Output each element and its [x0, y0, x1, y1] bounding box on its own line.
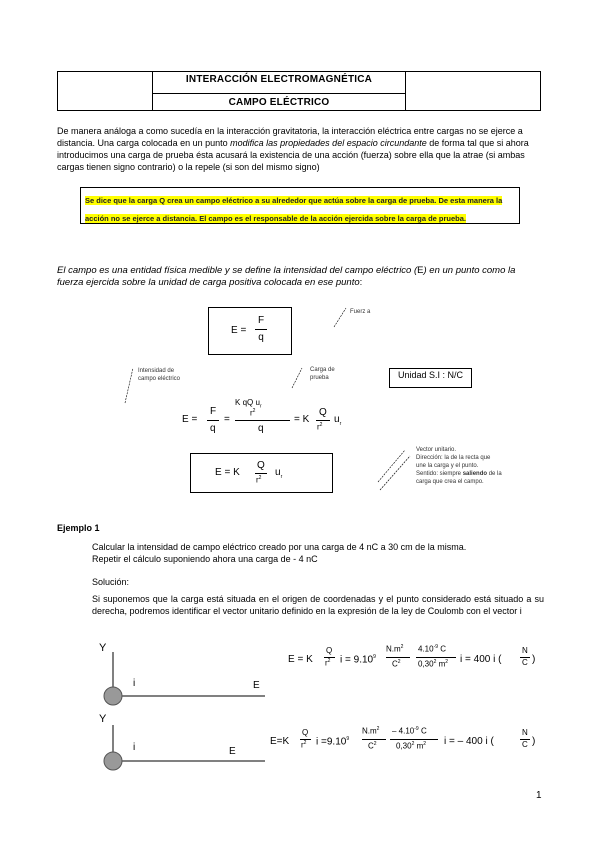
unit-text: Unidad S.I : N/C [397, 370, 464, 380]
page-number: 1 [536, 790, 542, 801]
solution-text: Si suponemos que la carga está situada en el origen de coordenadas y el punto considerado está situado a su derecha, podremos identificar el vector unitario definido en la expresión de la ley de Coulomb con el vector i [92, 594, 544, 616]
formula-expanded: E = F q = K qQ $u_r$ $r^2$ q = K Q $r^2$ $u_r$ [182, 398, 342, 434]
symbol-q: q [258, 332, 264, 343]
definition-part2: ) en un punto como la fuerza ejercida sobre la unidad de carga positiva colocada en ese punto [57, 265, 516, 288]
symbol-F: F [257, 315, 265, 326]
calc-equation-2: E=K Q $r^2$ $i =9.10^9$ $N.m^2$ $C^2$ – $4.10^{-9}$ C 0,30$^2$ $m^2$ i = – 400 i ( N C ) [270, 726, 536, 751]
y-label-1: Y [99, 642, 107, 654]
highlight-text: Se dice que la carga Q crea un campo eléctrico a su alrededor que actúa sobre la carga de prueba. De esta manera la acción no se ejerce a distancia. El campo es el responsable de la acción ejercida sobre la carga de prueba. [85, 196, 503, 223]
y-label-2: Y [99, 713, 107, 725]
example-statement: Calcular la intensidad de campo eléctrico creado por una carga de 4 nC a 30 cm de la misma. Repetir el cálculo suponiendo ahora una carga de - 4 nC [92, 542, 467, 564]
formula-box-final: E = K Q $r^2$ $u_r$ [190, 453, 333, 493]
label-fuerza: Fuerz a [350, 309, 371, 315]
pointer-fuerza [334, 308, 346, 327]
header-title-line2: CAMPO ELÉCTRICO [152, 93, 406, 108]
pointer-intensidad [125, 368, 133, 403]
label-vector-unitario: Vector unitario. Dirección: la de la recta que une la carga y el punto. Sentido: siempre saliendo de la carga que crea el campo. [416, 447, 502, 485]
pointer-carga [292, 368, 302, 388]
label-carga-prueba: Carga de prueba [310, 367, 335, 381]
i-label-1: i [133, 678, 136, 689]
definition-symbol: E [417, 265, 424, 276]
i-label-2: i [133, 742, 136, 753]
E-label-1: E [253, 680, 260, 691]
charge-1 [104, 687, 122, 705]
calc-equation-1: E = K Q $r^2$ i = 9.10$^9$ $N.m^2$ $C^2$ $4.10^{-9}$ C 0,30$^2$ $m^2$ i = 400 i ( N C ) [288, 644, 536, 669]
example-heading: Ejemplo 1 [57, 523, 100, 533]
unit-box [389, 368, 472, 388]
charge-2 [104, 752, 122, 770]
label-intensidad: Intensidad de campo eléctrico [138, 368, 181, 382]
definition-part1: El campo es una entidad física medible y se define la intensidad del campo eléctrico ( [57, 265, 418, 276]
header-title-line1: INTERACCIÓN ELECTROMAGNÉTICA [185, 74, 373, 85]
intro-text-1: De manera análoga a como sucedía en la interacción gravitatoria, la interacción eléctrica entre cargas no se ejerce a distancia. Una carga colocada en un punto [57, 126, 523, 148]
solution-label: Solución: [92, 577, 130, 587]
formula-box-1: E = F q [208, 307, 292, 355]
intro-text-2: de forma tal que si ahora introducimos una carga de prueba ésta acusará la existencia de una acción (fuerza) sobre ella que la atrae (si ambas cargas tienen signo contrario) o la repele (si son del mismo signo) [57, 138, 529, 172]
intro-italic: modifica las propiedades del espacio circundante [230, 138, 427, 148]
E-label-2: E [229, 746, 236, 757]
definition-paragraph: El campo es una entidad física medible y se define la intensidad del campo eléctrico (E) en un punto como la fuerza ejercida sobre la unidad de carga positiva colocada en ese punto: [57, 265, 516, 288]
symbol-E: E [231, 325, 238, 336]
